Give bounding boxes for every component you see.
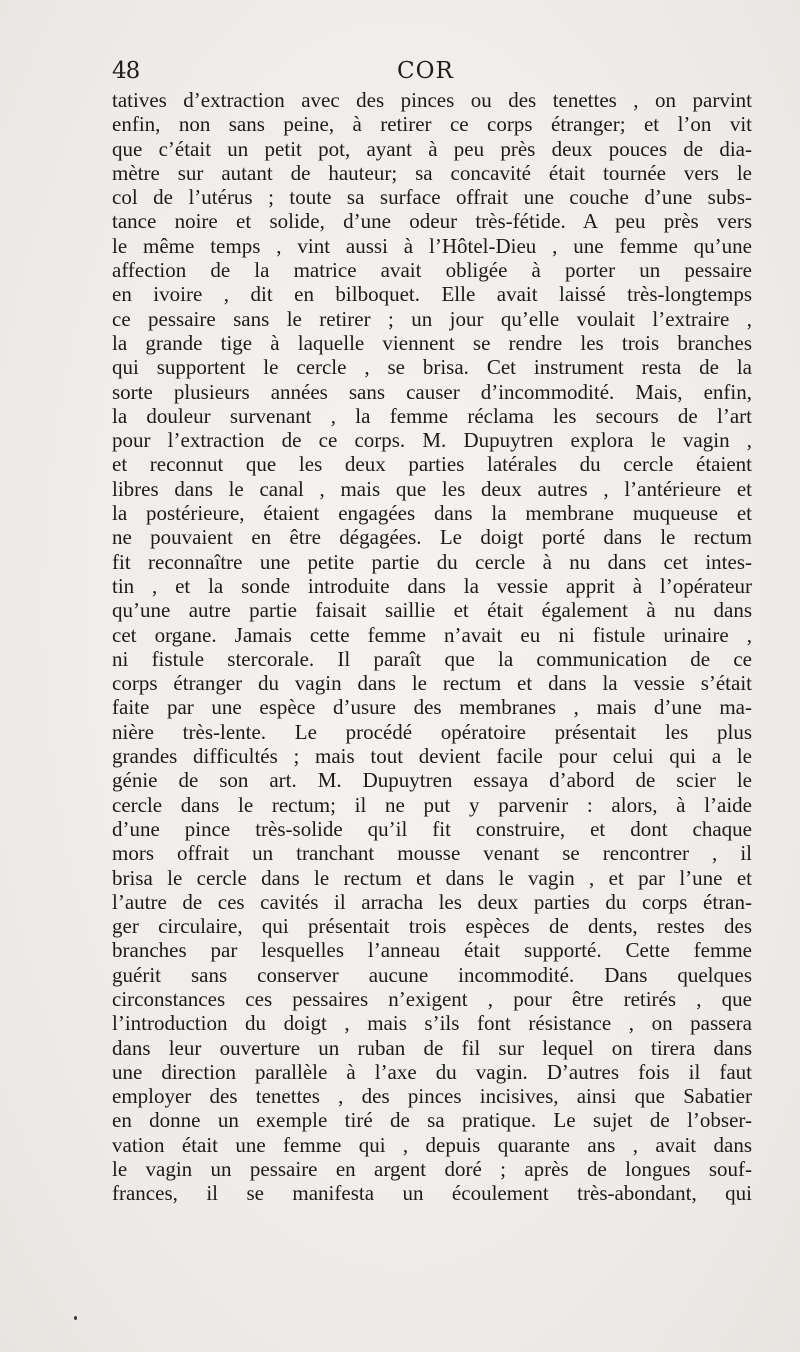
text-line: l’introduction du doigt , mais s’ils font résistance , on passera bbox=[112, 1011, 752, 1036]
text-line: mors offrait un tranchant mousse venant se rencontrer , il bbox=[112, 841, 752, 866]
text-line: tance noire et solide, d’une odeur très-fétide. A peu près vers bbox=[112, 209, 752, 234]
text-line: fit reconnaître une petite partie du cercle à nu dans cet intes- bbox=[112, 549, 752, 574]
text-line: que c’était un petit pot, ayant à peu près deux pouces de dia- bbox=[112, 136, 752, 161]
text-line: enfin, non sans peine, à retirer ce corps étranger; et l’on vit bbox=[112, 112, 752, 137]
text-line: le vagin un pessaire en argent doré ; après de longues souf- bbox=[112, 1157, 752, 1182]
text-line: cercle dans le rectum; il ne put y parvenir : alors, à l’aide bbox=[112, 792, 752, 817]
text-line: tatives d’extraction avec des pinces ou des tenettes , on parvint bbox=[112, 88, 752, 112]
text-line: ger circulaire, qui présentait trois espèces de dents, restes des bbox=[112, 914, 752, 939]
text-line: affection de la matrice avait obligée à porter un pessaire bbox=[112, 258, 752, 283]
text-line: col de l’utérus ; toute sa surface offrait une couche d’une subs- bbox=[112, 185, 752, 210]
text-line: ce pessaire sans le retirer ; un jour qu’elle voulait l’extraire , bbox=[112, 306, 752, 331]
text-line: ni fistule stercorale. Il paraît que la communication de ce bbox=[112, 646, 752, 671]
text-line: brisa le cercle dans le rectum et dans le vagin , et par l’une et bbox=[112, 865, 752, 890]
text-line: nière très-lente. Le procédé opératoire présentait les plus bbox=[112, 719, 752, 744]
body-text bbox=[112, 88, 752, 1206]
text-line: l’autre de ces cavités il arracha les deux parties du corps étran- bbox=[112, 889, 752, 914]
text-line: pour l’extraction de ce corps. M. Dupuytren explora le vagin , bbox=[112, 428, 752, 453]
text-line: faite par une espèce d’usure des membranes , mais d’une ma- bbox=[112, 695, 752, 720]
text-line: le même temps , vint aussi à l’Hôtel-Dieu , une femme qu’une bbox=[112, 233, 752, 258]
text-line: dans leur ouverture un ruban de fil sur lequel on tirera dans bbox=[112, 1035, 752, 1060]
page-number: 48 bbox=[112, 58, 140, 84]
text-line: guérit sans conserver aucune incommodité. Dans quelques bbox=[112, 962, 752, 987]
text-line: frances, il se manifesta un écoulement très-abondant, qui bbox=[112, 1181, 752, 1206]
text-line: la postérieure, étaient engagées dans la membrane muqueuse et bbox=[112, 501, 752, 526]
ink-speck bbox=[74, 1316, 77, 1320]
text-line: libres dans le canal , mais que les deux autres , l’antérieure et bbox=[112, 476, 752, 501]
text-line: la grande tige à laquelle viennent se rendre les trois branches bbox=[112, 330, 752, 355]
text-line: circonstances ces pessaires n’exigent , pour être retirés , que bbox=[112, 986, 752, 1011]
running-head: COR bbox=[397, 58, 454, 84]
text-line: ne pouvaient en être dégagées. Le doigt porté dans le rectum bbox=[112, 525, 752, 550]
text-line: mètre sur autant de hauteur; sa concavité était tournée vers le bbox=[112, 160, 752, 185]
text-line: employer des tenettes , des pinces incisives, ainsi que Sabatier bbox=[112, 1084, 752, 1109]
text-line: sorte plusieurs années sans causer d’incommodité. Mais, enfin, bbox=[112, 379, 752, 404]
text-line: cet organe. Jamais cette femme n’avait eu ni fistule urinaire , bbox=[112, 622, 752, 647]
text-line: corps étranger du vagin dans le rectum et dans la vessie s’était bbox=[112, 671, 752, 696]
page-header bbox=[112, 58, 752, 88]
text-line: génie de son art. M. Dupuytren essaya d’abord de scier le bbox=[112, 768, 752, 793]
text-line: grandes difficultés ; mais tout devient facile pour celui qui a le bbox=[112, 744, 752, 769]
text-line: en ivoire , dit en bilboquet. Elle avait laissé très-longtemps bbox=[112, 282, 752, 307]
text-line: d’une pince très-solide qu’il fit construire, et dont chaque bbox=[112, 816, 752, 841]
text-line: une direction parallèle à l’axe du vagin. D’autres fois il faut bbox=[112, 1059, 752, 1084]
text-line: la douleur survenant , la femme réclama les secours de l’art bbox=[112, 403, 752, 428]
text-line: en donne un exemple tiré de sa pratique. Le sujet de l’obser- bbox=[112, 1108, 752, 1133]
text-line: branches par lesquelles l’anneau était supporté. Cette femme bbox=[112, 938, 752, 963]
text-line: et reconnut que les deux parties latérales du cercle étaient bbox=[112, 452, 752, 477]
text-line: qui supportent le cercle , se brisa. Cet instrument resta de la bbox=[112, 355, 752, 380]
text-line: vation était une femme qui , depuis quarante ans , avait dans bbox=[112, 1132, 752, 1157]
text-line: qu’une autre partie faisait saillie et était également à nu dans bbox=[112, 598, 752, 623]
text-line: tin , et la sonde introduite dans la vessie apprit à l’opérateur bbox=[112, 573, 752, 598]
